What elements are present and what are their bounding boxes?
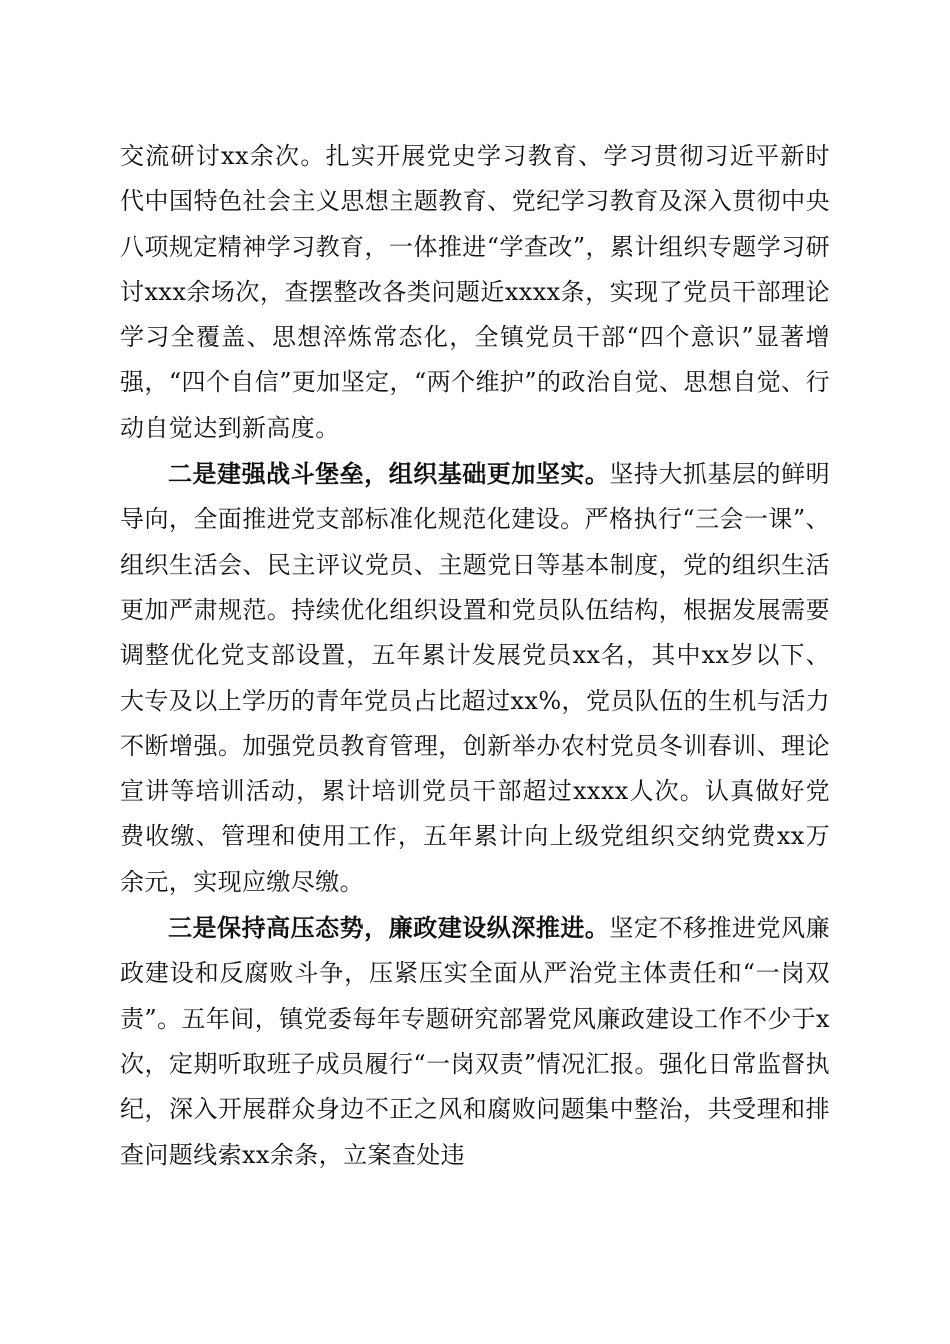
paragraph-2 (120, 451, 830, 905)
document-page (120, 134, 830, 1178)
paragraph-3 (120, 905, 830, 1178)
paragraph-3-text: 坚定不移推进党风廉政建设和反腐败斗争，压紧压实全面从严治党主体责任和“一岗双责”。五年间，镇党委每年专题研究部署党风廉政建设工作不少于x次，定期听取班子成员履行“一岗双责”情况汇报。强化日常监督执纪，深入开展群众身边不正之风和腐败问题集中整治，共受理和排查问题线索xx余条，立案查处违 (120, 914, 830, 1169)
paragraph-3-heading: 三是保持高压态势，廉政建设纵深推进。 (168, 913, 610, 943)
paragraph-2-text: 坚持大抓基层的鲜明导向，全面推进党支部标准化规范化建设。严格执行“三会一课”、组织生活会、民主评议党员、主题党日等基本制度，党的组织生活更加严肃规范。持续优化组织设置和党员队伍结构，根据发展需要调整优化党支部设置，五年累计发展党员xx名，其中xx岁以下、大专及以上学历的青年党员占比超过xx%，党员队伍的生机与活力不断增强。加强党员教育管理，创新举办农村党员冬训春训、理论宣讲等培训活动，累计培训党员干部超过xxxx人次。认真做好党费收缴、管理和使用工作，五年累计向上级党组织交纳党费xx万余元，实现应缴尽缴。 (120, 460, 830, 896)
paragraph-2-heading: 二是建强战斗堡垒，组织基础更加坚实。 (168, 459, 610, 489)
paragraph-1 (120, 134, 830, 451)
paragraph-1-text: 交流研讨xx余次。扎实开展党史学习教育、学习贯彻习近平新时代中国特色社会主义思想主题教育、党纪学习教育及深入贯彻中央八项规定精神学习教育，一体推进“学查改”，累计组织专题学习研讨xxx余场次，查摆整改各类问题近xxxx条，实现了党员干部理论学习全覆盖、思想淬炼常态化，全镇党员干部“四个意识”显著增强，“四个自信”更加坚定，“两个维护”的政治自觉、思想自觉、行动自觉达到新高度。 (120, 142, 830, 442)
